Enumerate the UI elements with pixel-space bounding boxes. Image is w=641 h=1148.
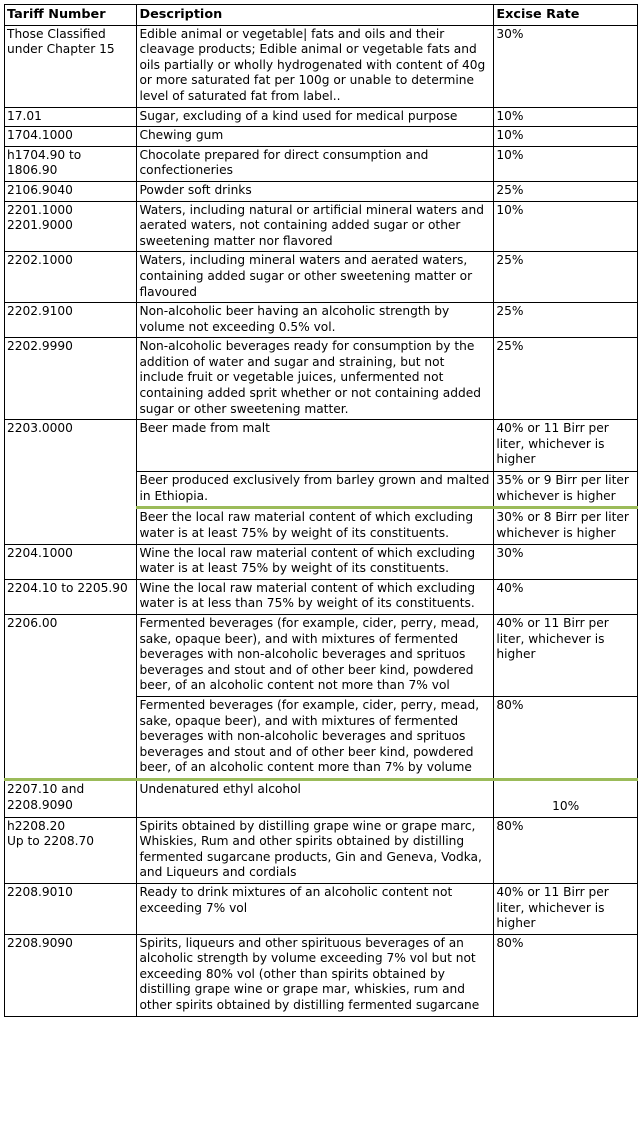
tariff-cell: 2106.9040 [5, 181, 137, 201]
description-cell: Chocolate prepared for direct consumption and confectioneries [137, 146, 494, 181]
tariff-cell: 2201.1000 2201.9000 [5, 201, 137, 252]
rate-cell: 35% or 9 Birr per liter whichever is higher [494, 472, 638, 508]
rate-cell: 80% [494, 934, 638, 1016]
description-cell: Beer made from malt [137, 420, 494, 472]
header-tariff-number: Tariff Number [5, 5, 137, 26]
table-row [5, 252, 638, 303]
description-cell: Ready to drink mixtures of an alcoholic content not exceeding 7% vol [137, 883, 494, 934]
table-row [5, 817, 638, 883]
tariff-cell: 2202.9100 [5, 303, 137, 338]
description-cell: Waters, including natural or artificial mineral waters and aerated waters, not containing added sugar or other sweetening matter nor flavored [137, 201, 494, 252]
tariff-cell: 2204.10 to 2205.90 [5, 579, 137, 614]
description-cell: Wine the local raw material content of which excluding water is at less than 75% by weight of its constituents. [137, 579, 494, 614]
tariff-cell: 17.01 [5, 107, 137, 127]
description-cell: Beer produced exclusively from barley grown and malted in Ethiopia. [137, 472, 494, 508]
rate-cell: 10% [494, 107, 638, 127]
tariff-cell: 2207.10 and 2208.9090 [5, 779, 137, 817]
description-cell: Fermented beverages (for example, cider, perry, mead, sake, opaque beer), and with mixtures of fermented beverages with non-alcoholic beverages and sprituos beverages and stout and of other beer kind, powdered beer, of an alcoholic content not more than 7% vol [137, 615, 494, 697]
rate-cell: 30% [494, 25, 638, 107]
description-cell: Non-alcoholic beer having an alcoholic strength by volume not exceeding 0.5% vol. [137, 303, 494, 338]
header-excise-rate: Excise Rate [494, 5, 638, 26]
description-cell: Wine the local raw material content of which excluding water is at least 75% by weight of its constituents. [137, 544, 494, 579]
rate-cell: 80% [494, 817, 638, 883]
table-row [5, 544, 638, 579]
tariff-cell: 2202.9990 [5, 338, 137, 420]
description-cell: Sugar, excluding of a kind used for medical purpose [137, 107, 494, 127]
table-row [5, 883, 638, 934]
tariff-cell: 2208.9090 [5, 934, 137, 1016]
excise-tariff-document [4, 4, 638, 1017]
description-cell: Chewing gum [137, 127, 494, 147]
rate-cell: 25% [494, 338, 638, 420]
table-row [5, 181, 638, 201]
header-row [5, 5, 638, 26]
rate-cell: 10% [494, 127, 638, 147]
table-row [5, 338, 638, 420]
rate-cell: 25% [494, 252, 638, 303]
table-row [5, 303, 638, 338]
description-cell: Spirits obtained by distilling grape wine or grape marc, Whiskies, Rum and other spirits obtained by distilling fermented sugarcane products, Gin and Geneva, Vodka, and Liqueurs and cordials [137, 817, 494, 883]
rate-cell: 80% [494, 696, 638, 779]
rate-cell: 30% or 8 Birr per liter whichever is higher [494, 508, 638, 544]
table-row [5, 420, 638, 472]
rate-cell: 30% [494, 544, 638, 579]
rate-cell: 10% [494, 201, 638, 252]
rate-cell: 40% or 11 Birr per liter, whichever is higher [494, 615, 638, 697]
description-cell: Beer the local raw material content of which excluding water is at least 75% by weight of its constituents. [137, 508, 494, 544]
description-cell: Edible animal or vegetable| fats and oils and their cleavage products; Edible animal or vegetable fats and oils partially or wholly hydrogenated with content of 40g or more saturated fat per 100g or unable to determine level of saturated fat from label.. [137, 25, 494, 107]
description-cell: Powder soft drinks [137, 181, 494, 201]
table-row [5, 934, 638, 1016]
rate-cell: 10% [494, 146, 638, 181]
rate-cell: 40% [494, 579, 638, 614]
table-row [5, 779, 638, 817]
tariff-cell: h1704.90 to 1806.90 [5, 146, 137, 181]
tariff-cell: 2204.1000 [5, 544, 137, 579]
table-row [5, 146, 638, 181]
tariff-cell: Those Classified under Chapter 15 [5, 25, 137, 107]
description-cell: Spirits, liqueurs and other spirituous beverages of an alcoholic strength by volume exceeding 7% vol but not exceeding 80% vol (other than spirits obtained by distilling grape wine or grape mar, whiskies, rum and other spirits obtained by distilling fermented sugarcane [137, 934, 494, 1016]
tariff-cell: 1704.1000 [5, 127, 137, 147]
table-row [5, 25, 638, 107]
rate-cell: 40% or 11 Birr per liter, whichever is higher [494, 883, 638, 934]
description-cell: Fermented beverages (for example, cider, perry, mead, sake, opaque beer), and with mixtures of fermented beverages with non-alcoholic beverages and sprituos beverages and stout and of other beer kind, powdered beer, of an alcoholic content more than 7% by volume [137, 696, 494, 779]
rate-cell: 10% [494, 779, 638, 817]
description-cell: Waters, including mineral waters and aerated waters, containing added sugar or other sweetening matter or flavoured [137, 252, 494, 303]
tariff-cell: 2206.00 [5, 615, 137, 780]
table-row [5, 201, 638, 252]
table-row [5, 127, 638, 147]
table-row [5, 615, 638, 697]
table-row [5, 579, 638, 614]
rate-cell: 25% [494, 303, 638, 338]
table-row [5, 107, 638, 127]
excise-tariff-table [4, 4, 638, 1017]
header-description: Description [137, 5, 494, 26]
description-cell: Undenatured ethyl alcohol [137, 779, 494, 817]
tariff-cell: 2202.1000 [5, 252, 137, 303]
rate-cell: 40% or 11 Birr per liter, whichever is higher [494, 420, 638, 472]
tariff-cell: 2203.0000 [5, 420, 137, 544]
rate-cell: 25% [494, 181, 638, 201]
tariff-cell: h2208.20 Up to 2208.70 [5, 817, 137, 883]
description-cell: Non-alcoholic beverages ready for consumption by the addition of water and sugar and straining, but not include fruit or vegetable juices, unfermented not containing added sprit whether or not containing added sugar or other sweetening matter. [137, 338, 494, 420]
tariff-cell: 2208.9010 [5, 883, 137, 934]
